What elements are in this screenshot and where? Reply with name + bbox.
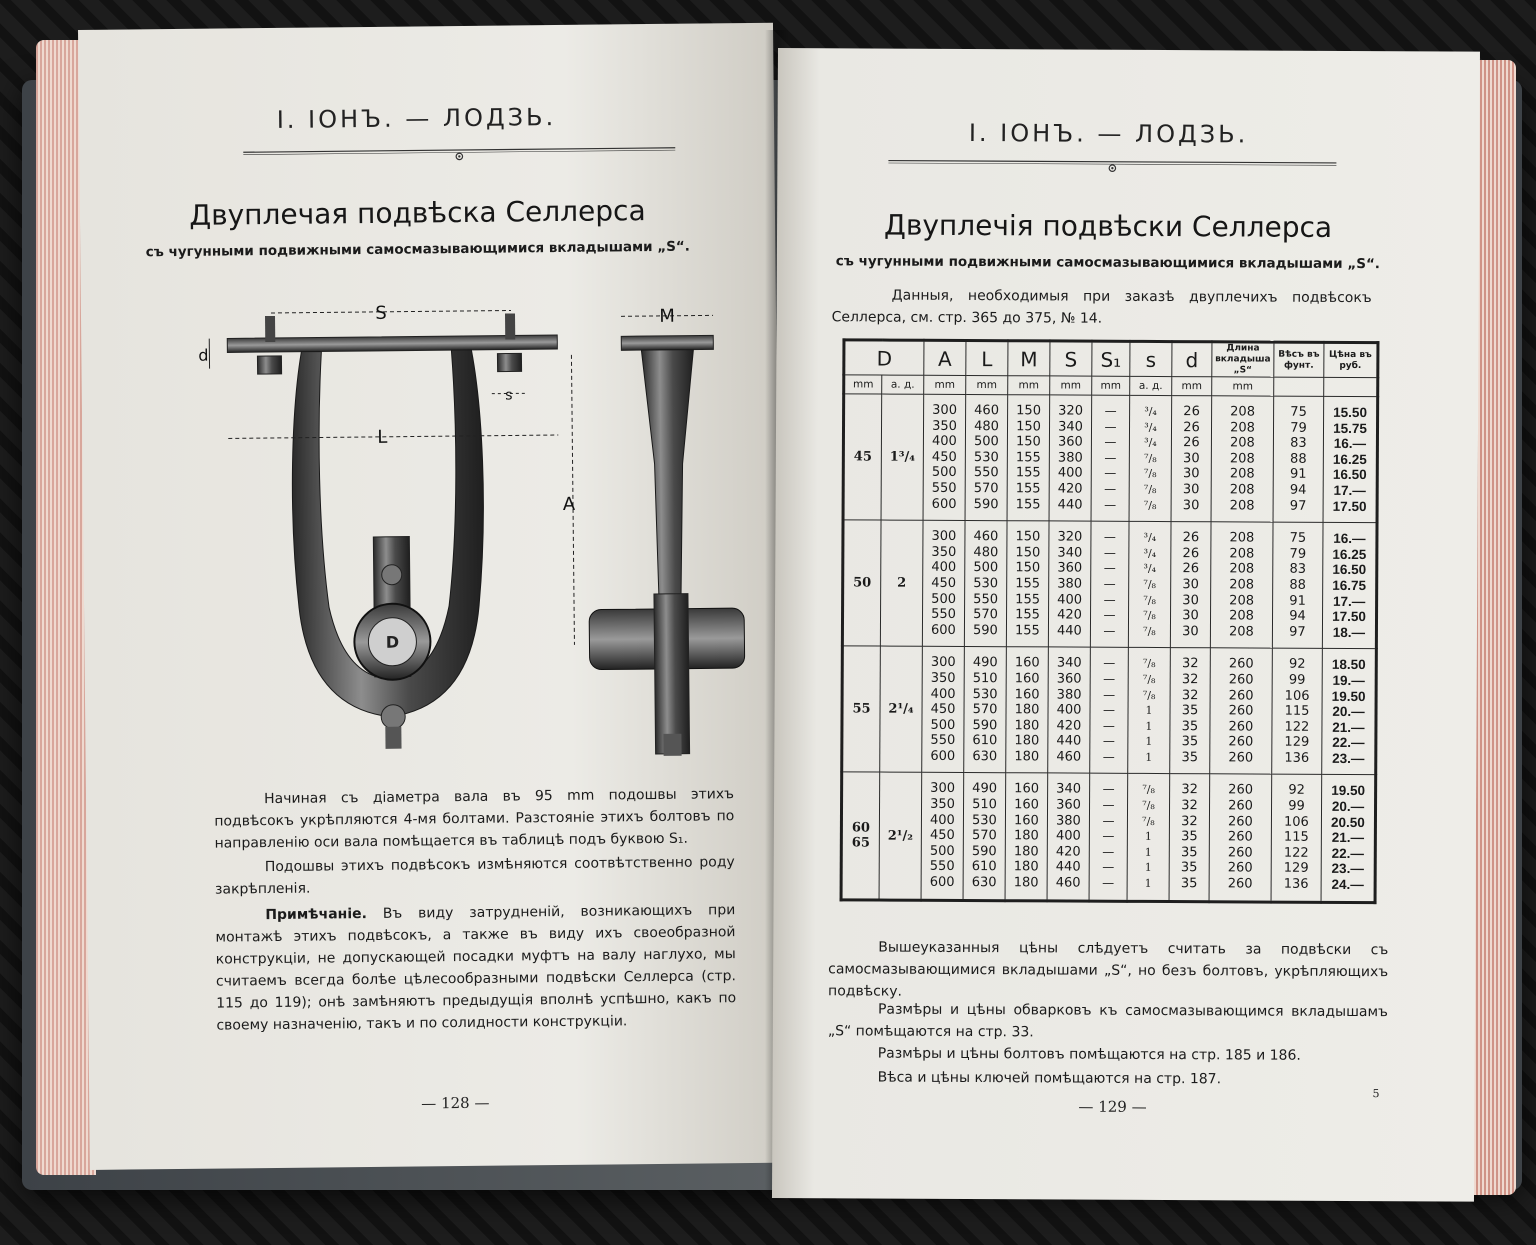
header-A: A	[924, 340, 966, 375]
page-number-right: — 129 —	[1078, 1097, 1147, 1116]
col-m: 160 160 160 180 180 180 180	[1005, 773, 1048, 900]
col-weight: 92 99 106 115 122 129 136	[1271, 775, 1322, 902]
col-length: 208 208 208 208 208 208 208	[1211, 396, 1274, 522]
unit-a: mm	[924, 375, 966, 394]
col-weight: 92 99 106 115 122 129 136	[1272, 648, 1323, 774]
col-small-s: ³/₄ ³/₄ ³/₄ ⁷/₈ ⁷/₈ ⁷/₈ ⁷/₈	[1128, 522, 1171, 648]
col-l: 460 480 500 530 550 570 590	[964, 521, 1007, 647]
running-head-left: I. IОНЪ. — ЛОДЗЬ.	[276, 102, 557, 134]
running-head-right: I. IОНЪ. — ЛОДЗЬ.	[968, 119, 1249, 149]
left-para-2-text: Подошвы этихъ подвѣсокъ измѣняются соотвѣтственно роду закрѣпленія.	[214, 854, 735, 898]
unit-l: mm	[966, 375, 1008, 394]
group-d-mm: 50	[842, 520, 881, 646]
unit-m: mm	[1008, 376, 1050, 395]
col-l: 460 480 500 530 550 570 590	[965, 394, 1008, 520]
label-S: S	[375, 302, 387, 324]
col-m: 150 150 150 155 155 155 155	[1007, 395, 1050, 521]
left-para-1-text: Начиная съ діаметра вала въ 95 mm подошвы этихъ подвѣсокъ укрѣпляются 4-мя болтами. Разстояніе этихъ болтовъ по направленію оси вала помѣщается въ таблицѣ подъ буквою S₁.	[214, 786, 735, 852]
col-l: 490 510 530 570 590 610 630	[964, 647, 1007, 773]
right-note-2	[828, 998, 1388, 1045]
table-group-50	[842, 520, 1377, 649]
col-s1: — — — — — — —	[1090, 521, 1129, 647]
right-page	[772, 48, 1480, 1202]
col-small-s: ³/₄ ³/₄ ³/₄ ⁷/₈ ⁷/₈ ⁷/₈ ⁷/₈	[1129, 395, 1172, 521]
group-d-mm: 60 65	[841, 772, 880, 899]
left-para-1	[214, 783, 735, 854]
col-s: 340 360 380 400 420 440 460	[1047, 773, 1090, 900]
label-A: A	[562, 493, 576, 515]
col-length: 208 208 208 208 208 208 208	[1210, 522, 1273, 648]
page-number-left: — 128 —	[421, 1093, 490, 1113]
unit-small-s: а. д.	[1130, 376, 1172, 395]
col-weight: 75 79 83 88 91 94 97	[1273, 396, 1324, 522]
header-s: s	[1130, 341, 1172, 376]
unit-s: mm	[1050, 376, 1092, 395]
left-page-subtitle: съ чугунными подвижными самосмазывающимися вкладышами „S“.	[145, 238, 690, 261]
group-d-in: 1³/₄	[881, 394, 924, 520]
specification-table	[840, 338, 1380, 903]
right-note-4	[828, 1066, 1388, 1091]
right-note-3	[828, 1042, 1388, 1067]
left-note-label: Примѣчаніе.	[265, 906, 367, 924]
left-page	[78, 23, 785, 1170]
left-note-text: Въ виду затрудненій, возникающихъ при монтажѣ этихъ подвѣсокъ, а также въ виду ихъ своеобразной конструкціи, не допускающей посадки муфтъ на валу наглухо, мы считаемъ всегда болѣе цѣлесообразными подвѣски Селлерса (стр. 115 до 119); онѣ замѣняютъ предыдущія вполнѣ успѣшно, какъ по своему назначенію, такъ и по солидности конструкціи.	[215, 902, 737, 1034]
col-m: 150 150 150 155 155 155 155	[1006, 521, 1049, 647]
header-L: L	[966, 340, 1008, 375]
label-D: D	[385, 632, 400, 652]
col-weight: 75 79 83 88 91 94 97	[1272, 522, 1323, 648]
right-note-3-text: Размѣры и цѣны болтовъ помѣщаются на стр. 185 и 186.	[877, 1045, 1301, 1064]
col-small-d: 32 32 32 35 35 35 35	[1170, 648, 1211, 774]
right-page-title: Двуплечія подвѣски Селлерса	[883, 208, 1333, 244]
right-note-2-text: Размѣры и цѣны обварковъ къ самосмазывающимся вкладышамъ „S“ помѣщаются на стр. 33.	[827, 1001, 1389, 1041]
col-a: 300 350 400 450 500 550 600	[923, 394, 966, 520]
col-a: 300 350 400 450 500 550 600	[922, 647, 965, 773]
header-weight: Вѣсъ въ фунт.	[1274, 342, 1324, 377]
col-s: 320 340 360 380 400 420 440	[1049, 395, 1092, 521]
col-m: 160 160 160 180 180 180 180	[1006, 647, 1049, 773]
left-note	[215, 899, 736, 1036]
col-s: 340 360 380 400 420 440 460	[1048, 647, 1091, 773]
col-price: 18.50 19.— 19.50 20.— 21.— 22.— 23.—	[1322, 649, 1377, 775]
hanger-illustration	[81, 263, 781, 790]
label-s: s	[505, 387, 513, 404]
right-intro-text: Данныя, необходимыя при заказѣ двуплечихъ подвѣсокъ Селлерса, см. стр. 365 до 375, № 14.	[831, 287, 1372, 327]
header-d: d	[1172, 342, 1212, 377]
table-group-60-65	[841, 772, 1376, 902]
header-price: Цѣна въ руб.	[1324, 342, 1378, 377]
col-s1: — — — — — — —	[1091, 395, 1130, 521]
col-s1: — — — — — — —	[1090, 647, 1129, 773]
unit-price-empty	[1324, 377, 1378, 396]
unit-small-d: mm	[1172, 377, 1212, 396]
col-small-d: 26 26 26 30 30 30 30	[1170, 522, 1211, 648]
right-note-4-text: Вѣса и цѣны ключей помѣщаются на стр. 187.	[877, 1069, 1222, 1088]
header-D: D	[844, 340, 924, 375]
col-price: 19.50 20.— 20.50 21.— 22.— 23.— 24.—	[1321, 775, 1376, 902]
label-L: L	[377, 426, 388, 448]
label-d: d	[198, 345, 209, 365]
header-length: Длина вкладыша „S“	[1212, 342, 1274, 377]
col-small-s: ⁷/₈ ⁷/₈ ⁷/₈ 1 1 1 1	[1128, 648, 1171, 774]
col-price: 15.50 15.75 16.— 16.25 16.50 17.— 17.50	[1323, 396, 1378, 522]
ornament-rule-right	[832, 156, 1392, 175]
col-l: 490 510 530 570 590 610 630	[963, 773, 1006, 900]
table-group-45	[843, 394, 1378, 523]
label-M: M	[659, 305, 675, 327]
right-page-subtitle: съ чугунными подвижными самосмазывающимися вкладышами „S“.	[835, 253, 1381, 273]
unit-d-in: а. д.	[882, 375, 924, 394]
col-length: 260 260 260 260 260 260 260	[1210, 648, 1273, 774]
signature-mark: 5	[1372, 1087, 1380, 1101]
group-d-in: 2	[880, 520, 923, 646]
col-a: 300 350 400 450 500 550 600	[921, 773, 964, 900]
ornament-rule-left	[189, 143, 729, 165]
col-s1: — — — — — — —	[1089, 774, 1128, 901]
group-d-mm: 45	[843, 394, 882, 520]
header-S: S	[1050, 341, 1092, 376]
right-note-1	[828, 936, 1388, 1005]
left-para-2	[215, 851, 735, 900]
col-s: 320 340 360 380 400 420 440	[1048, 521, 1091, 647]
unit-s1: mm	[1092, 376, 1130, 395]
col-length: 260 260 260 260 260 260 260	[1209, 774, 1272, 901]
col-a: 300 350 400 450 500 550 600	[922, 520, 965, 646]
unit-weight-empty	[1274, 377, 1324, 396]
table-header-row	[844, 340, 1378, 378]
col-price: 16.— 16.25 16.50 16.75 17.— 17.50 18.—	[1322, 523, 1377, 649]
col-small-d: 32 32 32 35 35 35 35	[1169, 774, 1210, 901]
unit-d-mm: mm	[844, 375, 882, 394]
group-d-in: 2¹/₄	[880, 646, 923, 772]
unit-length: mm	[1212, 377, 1274, 396]
header-M: M	[1008, 341, 1050, 376]
table-group-55	[842, 646, 1377, 775]
right-intro	[832, 284, 1372, 331]
col-small-s: ⁷/₈ ⁷/₈ ⁷/₈ 1 1 1 1	[1127, 774, 1170, 901]
right-note-1-text: Вышеуказанныя цѣны слѣдуетъ считать за подвѣски съ самосмазывающимися вкладышами „S“, но безъ болтовъ, укрѣпляющихъ подвѣску.	[828, 939, 1389, 1000]
header-S1: S₁	[1092, 341, 1130, 376]
group-d-in: 2¹/₂	[879, 773, 922, 900]
group-d-mm: 55	[842, 646, 881, 772]
left-page-title: Двуплечая подвѣска Селлерса	[189, 194, 646, 232]
col-small-d: 26 26 26 30 30 30 30	[1171, 396, 1212, 522]
